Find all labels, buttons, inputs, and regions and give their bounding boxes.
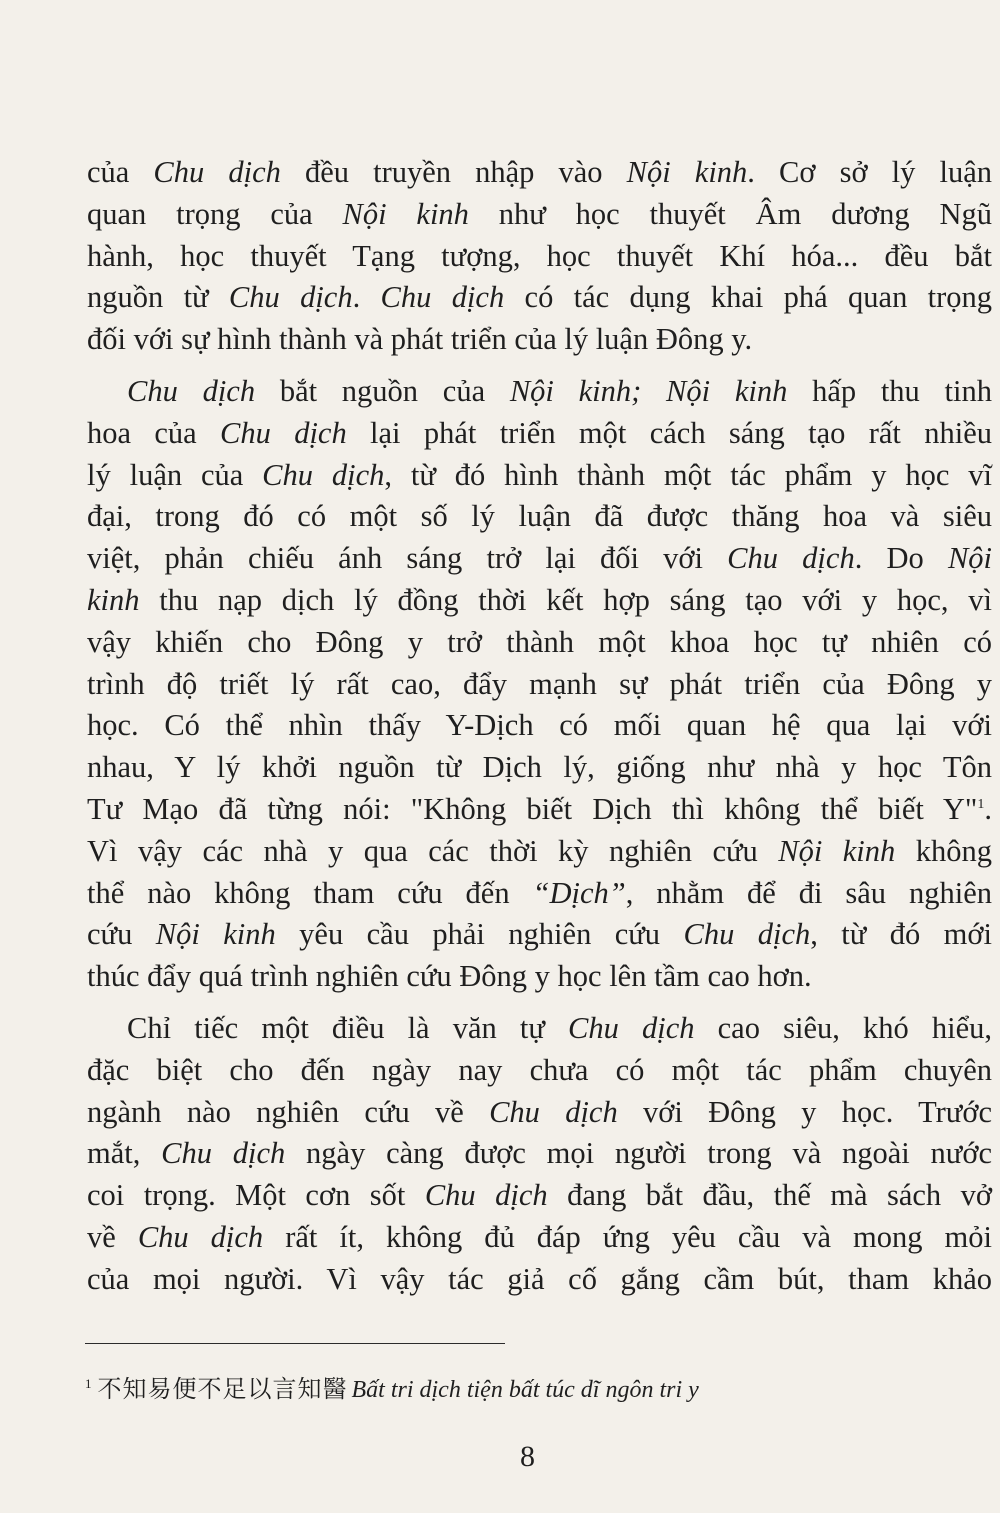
text-line: mắt, Chu dịch ngày càng được mọi người trong và ngoài nước xyxy=(87,1136,992,1171)
footnote-reference: 1 xyxy=(977,796,985,812)
text-line: cứu Nội kinh yêu cầu phải nghiên cứu Chu dịch, từ đó mới xyxy=(87,917,992,952)
text-line: Chu dịch bắt nguồn của Nội kinh; Nội kinh hấp thu tinh xyxy=(127,373,992,408)
footnote-chinese-text: 不知易便不足以言知醫 xyxy=(97,1375,348,1403)
text-line: hoa của Chu dịch lại phát triển một cách sáng tạo rất nhiều xyxy=(87,415,992,450)
text-line: thể nào không tham cứu đến “Dịch”, nhằm để đi sâu nghiên xyxy=(87,875,992,910)
text-line: của mọi người. Vì vậy tác giả cố gắng cầm bút, tham khảo xyxy=(87,1261,992,1296)
text-line: việt, phản chiếu ánh sáng trở lại đối với Chu dịch. Do Nội xyxy=(87,541,993,576)
text-line: Chỉ tiếc một điều là văn tự Chu dịch cao siêu, khó hiểu, xyxy=(127,1010,993,1045)
text-line: nguồn từ Chu dịch. Chu dịch có tác dụng khai phá quan trọng xyxy=(87,280,993,315)
text-line: học. Có thể nhìn thấy Y-Dịch có mối quan hệ qua lại với xyxy=(87,708,992,743)
body-text xyxy=(87,152,992,1301)
text-line: kinh thu nạp dịch lý đồng thời kết hợp sáng tạo với y học, vì xyxy=(87,582,992,617)
text-line: nhau, Y lý khởi nguồn từ Dịch lý, giống như nhà y học Tôn xyxy=(87,750,992,785)
page-number: 8 xyxy=(520,1440,535,1473)
text-line: thúc đẩy quá trình nghiên cứu Đông y học lên tầm cao hơn. xyxy=(87,959,812,994)
footnote xyxy=(85,1368,885,1406)
text-line: lý luận của Chu dịch, từ đó hình thành một tác phẩm y học vĩ xyxy=(87,457,992,492)
text-line: đặc biệt cho đến ngày nay chưa có một tác phẩm chuyên xyxy=(87,1052,992,1087)
text-line: của Chu dịch đều truyền nhập vào Nội kinh. Cơ sở lý luận xyxy=(87,155,992,189)
footnote-transliteration: Bất tri dịch tiện bất túc dĩ ngôn tri y xyxy=(351,1377,699,1403)
text-line: ngành nào nghiên cứu về Chu dịch với Đông y học. Trước xyxy=(87,1094,992,1129)
text-line: coi trọng. Một cơn sốt Chu dịch đang bắt đầu, thế mà sách vở xyxy=(87,1178,993,1213)
text-line: trình độ triết lý rất cao, đẩy mạnh sự phát triển của Đông y xyxy=(87,666,992,701)
text-line: Tư Mạo đã từng nói: "Không biết Dịch thì không thể biết Y"$^1$. xyxy=(87,791,992,826)
text-line: hành, học thuyết Tạng tượng, học thuyết Khí hóa... đều bắt xyxy=(87,238,992,273)
text-line: Vì vậy các nhà y qua các thời kỳ nghiên cứu Nội kinh không xyxy=(87,833,993,868)
text-line: đối với sự hình thành và phát triển của lý luận Đông y. xyxy=(87,322,753,357)
footnote-divider xyxy=(85,1343,505,1344)
text-line: đại, trong đó có một số lý luận đã được thăng hoa và siêu xyxy=(87,499,992,534)
text-line: vậy khiến cho Đông y trở thành một khoa học tự nhiên có xyxy=(87,624,992,659)
text-line: quan trọng của Nội kinh như học thuyết Âm dương Ngũ xyxy=(87,196,992,231)
footnote-marker: 1 xyxy=(85,1376,92,1391)
text-line: về Chu dịch rất ít, không đủ đáp ứng yêu cầu và mong mỏi xyxy=(87,1219,992,1254)
